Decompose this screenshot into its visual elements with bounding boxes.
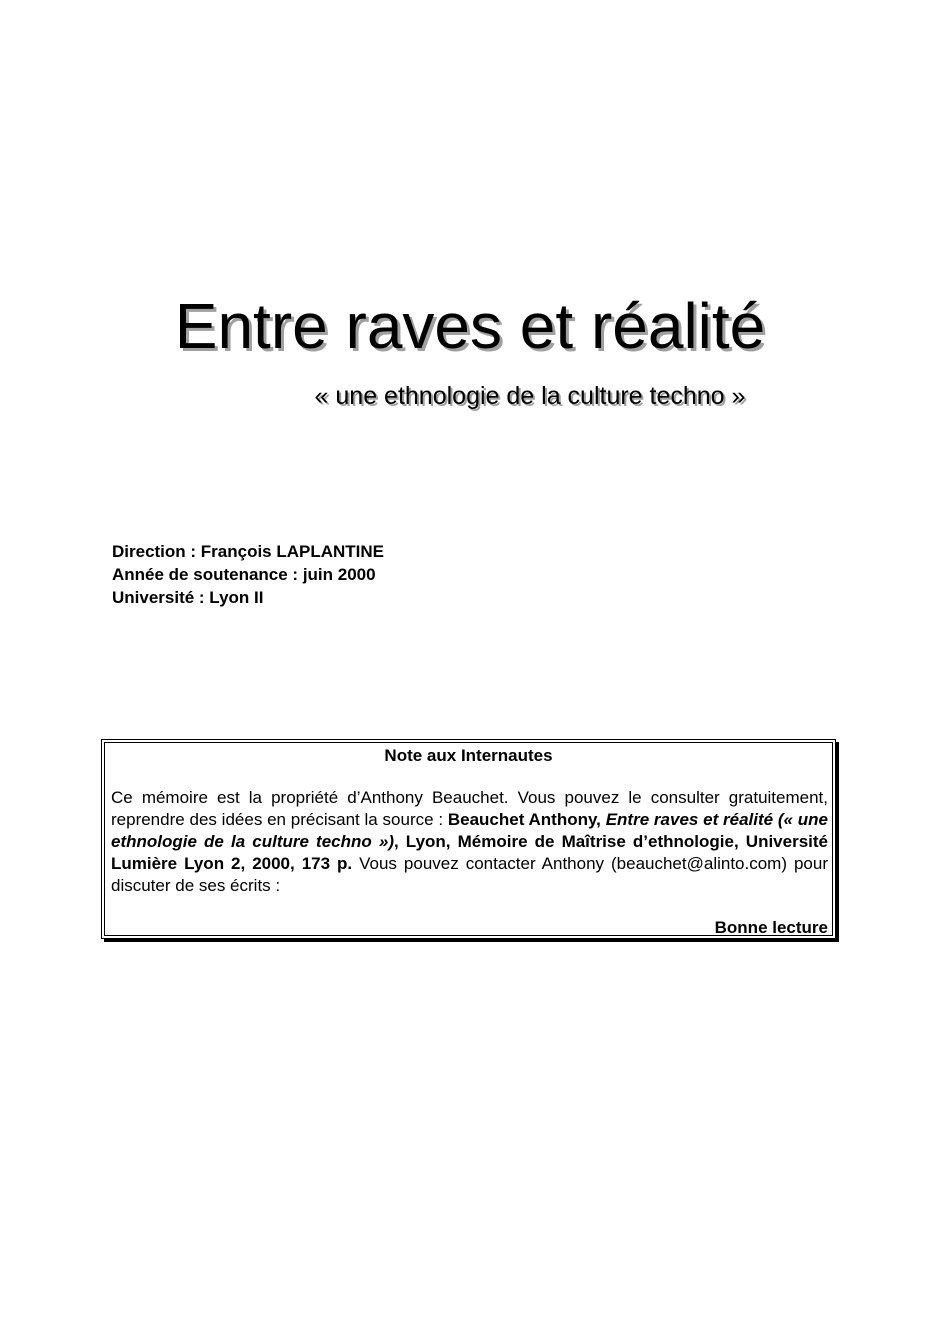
document-title: Entre raves et réalité [174, 290, 766, 362]
university-line: Université : Lyon II [112, 588, 264, 607]
thesis-metadata [112, 540, 612, 609]
note-closing: Bonne lecture [714, 918, 828, 937]
direction-line: Direction : François LAPLANTINE [112, 542, 385, 561]
note-reference: , Lyon, Mémoire de Maîtrise d’ethnologie, Université Lumière Lyon 2, 2000, 173 p. [111, 832, 828, 873]
note-text-intro: Ce mémoire est la propriété d’Anthony Beauchet. Vous pouvez le consulter gratuitement, reprendre des idées en précisant la source : [111, 788, 828, 829]
defense-year-line: Année de soutenance : juin 2000 [112, 565, 376, 584]
note-body [111, 787, 828, 897]
document-subtitle: « une ethnologie de la culture techno » [314, 382, 746, 410]
note-text-contact: Vous pouvez contacter Anthony (beauchet@alinto.com) pour discuter de ses écrits : [111, 854, 829, 895]
note-heading: Note aux Internautes [384, 746, 553, 765]
note-box [101, 739, 836, 939]
note-work-title: Entre raves et réalité (« une ethnologie de la culture techno ») [111, 810, 828, 851]
note-author: Beauchet Anthony, [447, 810, 606, 829]
